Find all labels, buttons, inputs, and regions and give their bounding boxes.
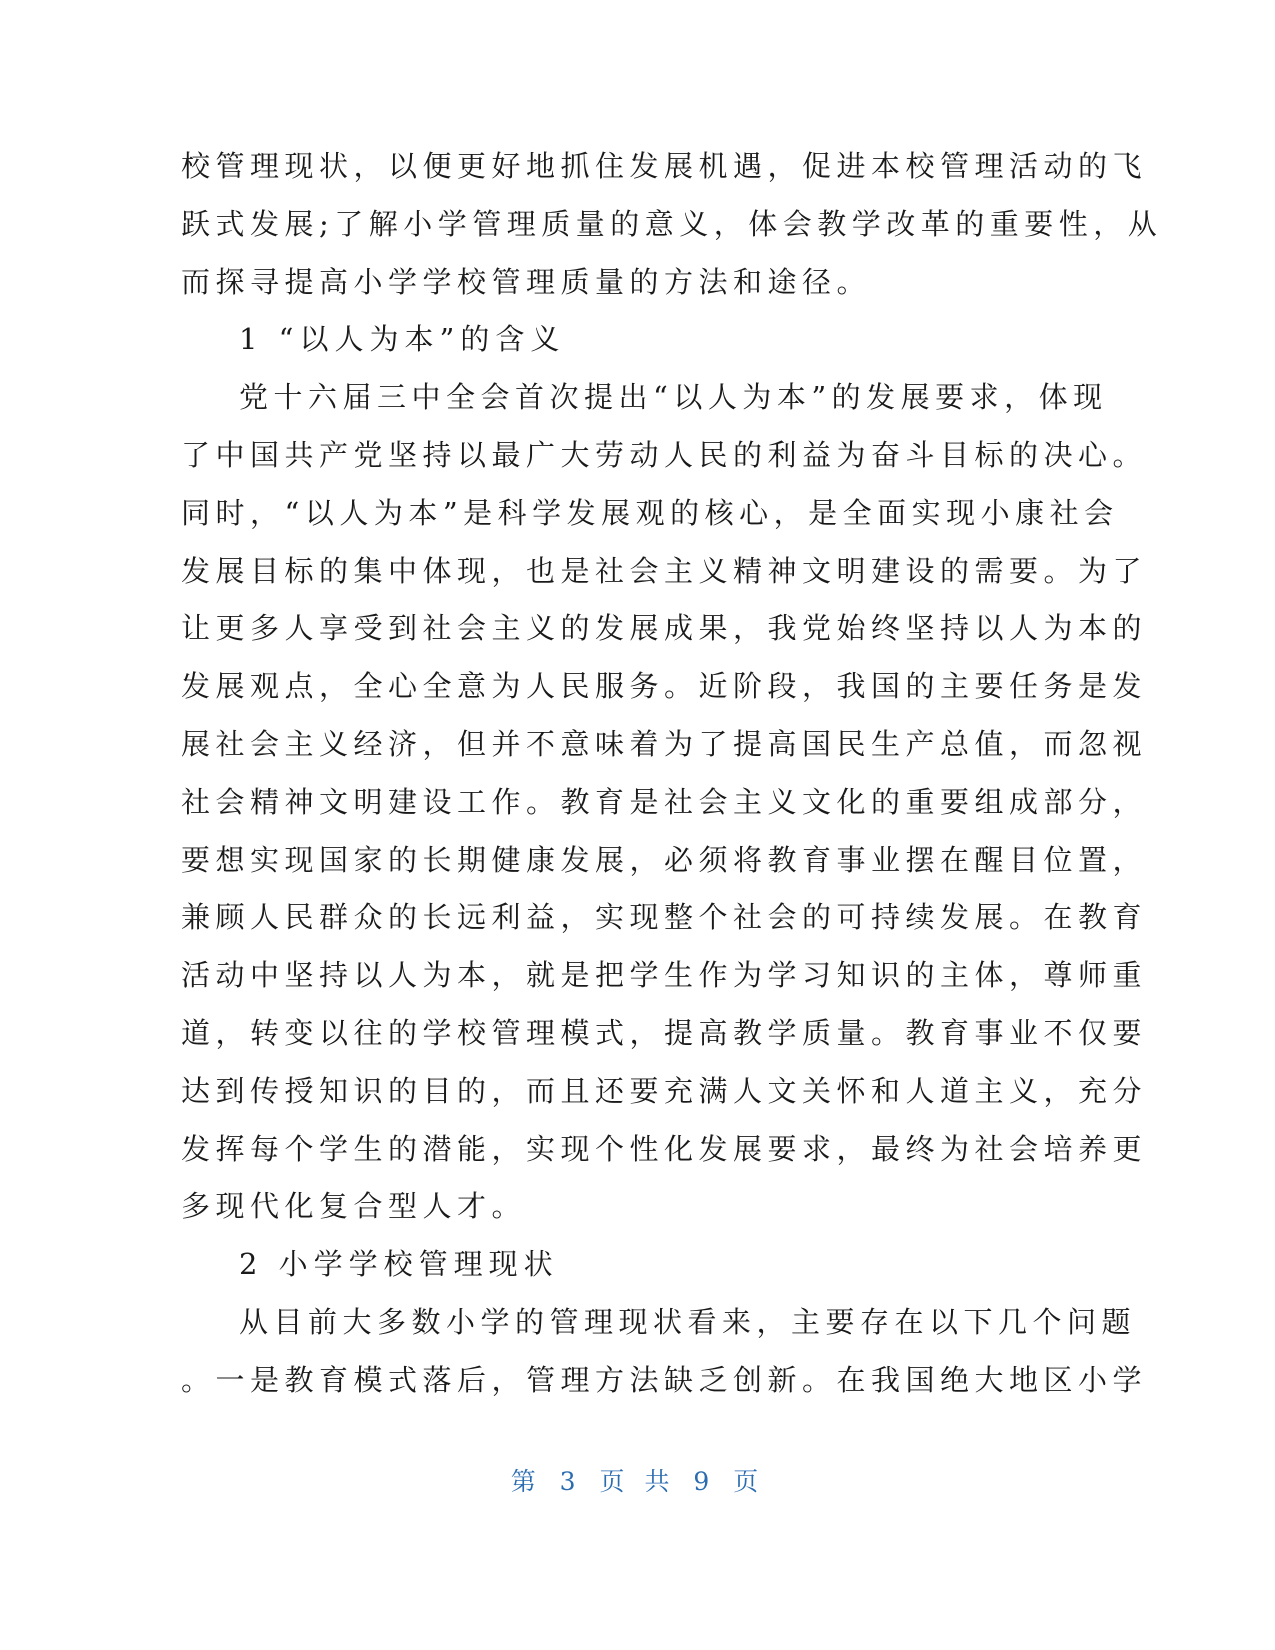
text-line: 发挥每个学生的潜能，实现个性化发展要求，最终为社会培养更 <box>181 1131 1148 1166</box>
text-line: 活动中坚持以人为本，就是把学生作为学习知识的主体，尊师重 <box>181 958 1148 993</box>
footer-suffix: 页 <box>733 1467 765 1496</box>
text-line: 多现代化复合型人才。 <box>181 1189 527 1224</box>
text-line: 了中国共产党坚持以最广大劳动人民的利益为奋斗目标的决心。 <box>181 437 1148 472</box>
text-line: 。一是教育模式落后，管理方法缺乏创新。在我国绝大地区小学 <box>181 1362 1148 1397</box>
text-line: 发展观点，全心全意为人民服务。近阶段，我国的主要任务是发 <box>181 669 1148 704</box>
section-heading-2: 2 小学学校管理现状 <box>239 1247 559 1282</box>
text-line: 而探寻提高小学学校管理质量的方法和途径。 <box>181 264 872 299</box>
text-line: 发展目标的集中体现，也是社会主义精神文明建设的需要。为了 <box>181 553 1148 588</box>
text-line: 展社会主义经济，但并不意味着为了提高国民生产总值，而忽视 <box>181 726 1148 761</box>
text-line: 跃式发展;了解小学管理质量的意义，体会教学改革的重要性，从 <box>181 206 1163 241</box>
text-line: 达到传授知识的目的，而且还要充满人文关怀和人道主义，充分 <box>181 1073 1148 1108</box>
page-footer <box>0 1462 1275 1498</box>
footer-middle: 页 共 <box>599 1467 676 1496</box>
text-line: 党十六届三中全会首次提出“以人为本”的发展要求，体现 <box>239 380 1108 415</box>
text-line: 道，转变以往的学校管理模式，提高教学质量。教育事业不仅要 <box>181 1015 1148 1050</box>
document-body <box>181 138 1163 1410</box>
text-line: 同时，“以人为本”是科学发展观的核心，是全面实现小康社会 <box>181 495 1119 530</box>
current-page-number: 3 <box>559 1467 582 1496</box>
text-line: 校管理现状，以便更好地抓住发展机遇，促进本校管理活动的飞 <box>181 149 1148 183</box>
footer-prefix: 第 <box>510 1467 542 1496</box>
total-pages-number: 9 <box>693 1467 716 1496</box>
text-line: 从目前大多数小学的管理现状看来，主要存在以下几个问题 <box>239 1304 1137 1339</box>
section-heading-1: 1 “以人为本”的含义 <box>239 322 566 357</box>
text-line: 兼顾人民群众的长远利益，实现整个社会的可持续发展。在教育 <box>181 900 1148 935</box>
text-line: 让更多人享受到社会主义的发展成果，我党始终坚持以人为本的 <box>181 611 1148 646</box>
text-line: 要想实现国家的长期健康发展，必须将教育事业摆在醒目位置， <box>181 842 1148 877</box>
text-line: 社会精神文明建设工作。教育是社会主义文化的重要组成部分， <box>181 784 1148 819</box>
